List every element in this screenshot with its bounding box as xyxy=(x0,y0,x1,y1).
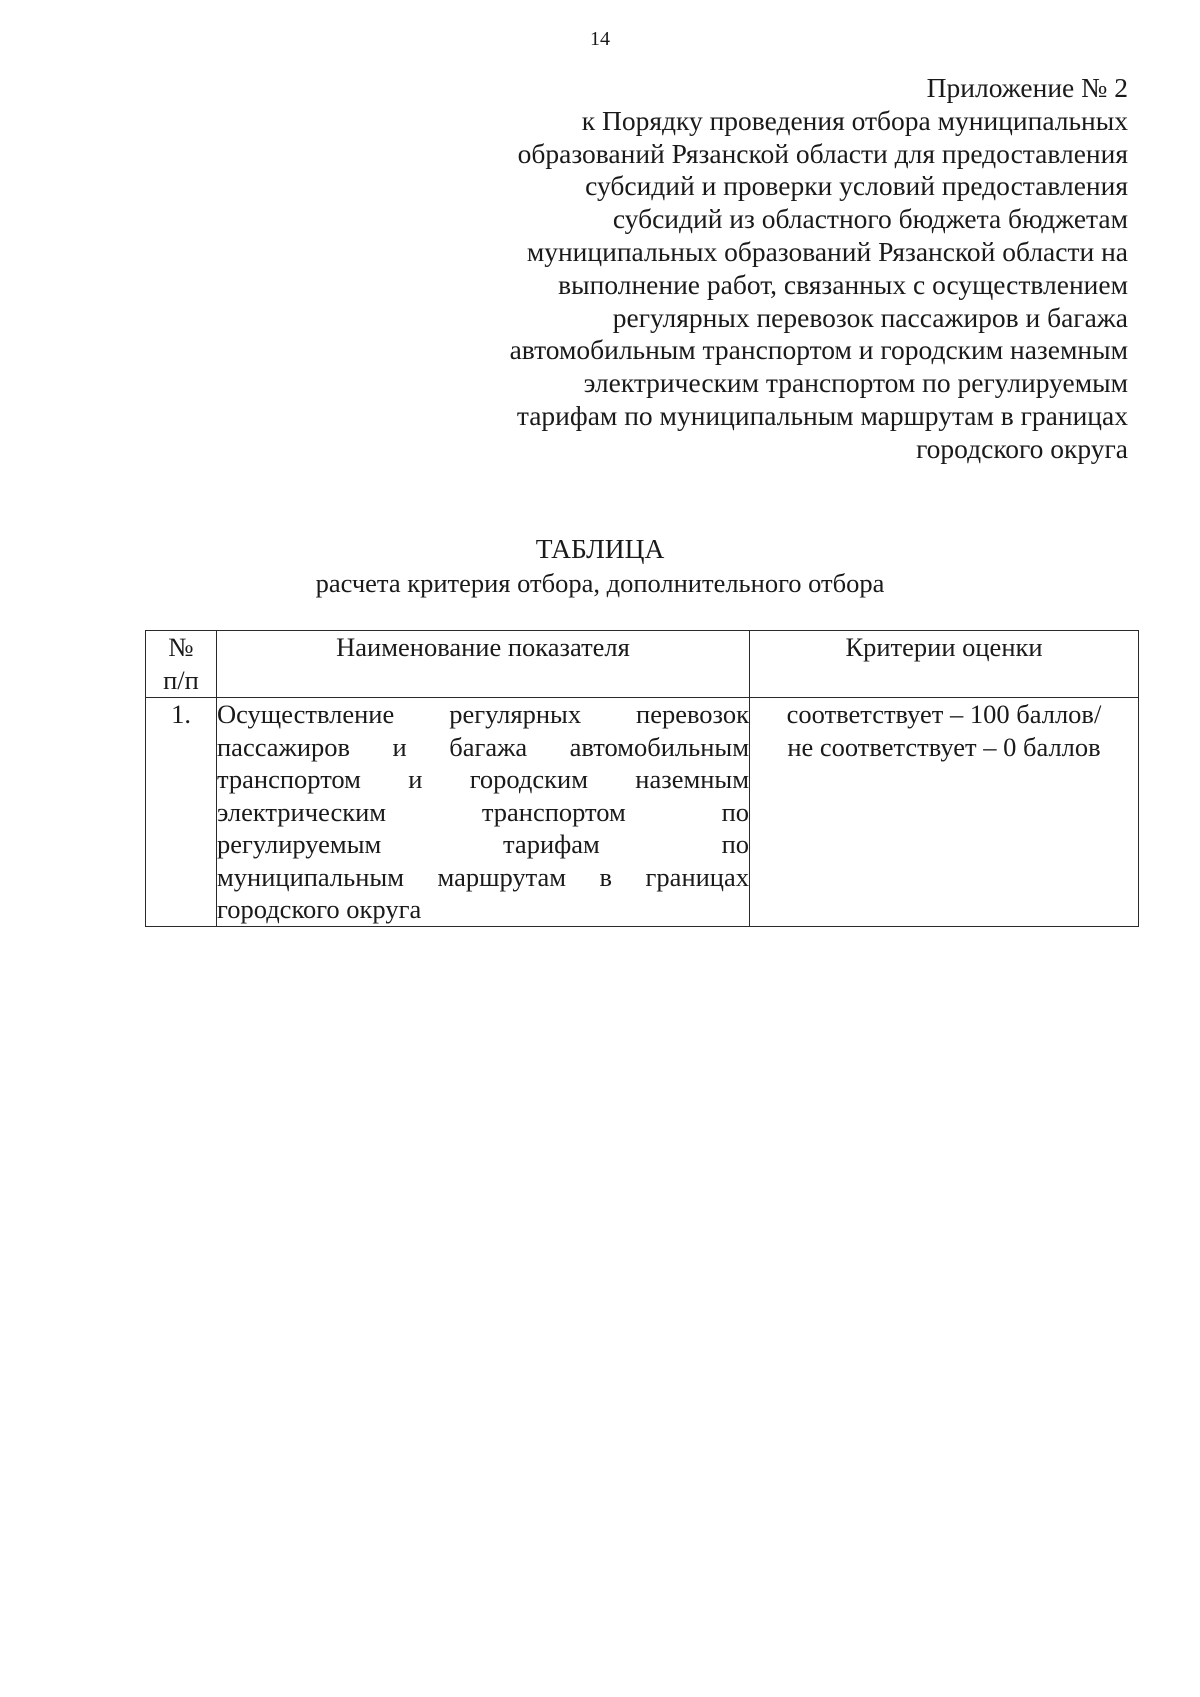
row-criteria xyxy=(750,698,1139,927)
appendix-line: тарифам по муниципальным маршрутам в границах xyxy=(516,399,1128,431)
header-number xyxy=(146,631,217,698)
header-number-abbr: п/п xyxy=(163,665,199,695)
page-number: 14 xyxy=(590,28,610,50)
appendix-line: муниципальных образований Рязанской области на xyxy=(526,235,1128,267)
criteria-table xyxy=(145,630,1139,927)
appendix-line: автомобильным транспортом и городским наземным xyxy=(509,334,1128,366)
appendix-line: Приложение № 2 xyxy=(926,72,1128,103)
appendix-line: к Порядку проведения отбора муниципальных xyxy=(581,104,1128,136)
criteria-match: соответствует – 100 баллов/ xyxy=(786,699,1102,729)
header-indicator-name: Наименование показателя xyxy=(217,631,750,698)
table-subtitle: расчета критерия отбора, дополнительного отбора xyxy=(315,568,885,598)
table-title: ТАБЛИЦА xyxy=(535,533,665,564)
appendix-line: электрическим транспортом по регулируемым xyxy=(583,367,1128,399)
indicator-line: пассажиров и багажа автомобильным xyxy=(217,731,749,762)
appendix-heading xyxy=(428,72,1128,466)
indicator-line: регулируемым тарифам по xyxy=(217,829,749,859)
appendix-line: выполнение работ, связанных с осуществлением xyxy=(558,268,1128,300)
appendix-line: образований Рязанской области для предоставления xyxy=(517,137,1128,169)
table-header-row xyxy=(146,631,1139,698)
row-indicator-name xyxy=(217,698,750,927)
table-title-block xyxy=(0,533,1200,601)
indicator-line: транспортом и городским наземным xyxy=(217,764,749,794)
indicator-line: электрическим транспортом по xyxy=(217,796,749,827)
appendix-line: субсидий и проверки условий предоставления xyxy=(585,170,1128,202)
header-number-symbol: № xyxy=(168,632,194,662)
table-row xyxy=(146,698,1139,927)
criteria-mismatch: не соответствует – 0 баллов xyxy=(787,731,1101,762)
indicator-line: Осуществление регулярных перевозок xyxy=(217,699,749,729)
row-number: 1. xyxy=(146,698,217,927)
indicator-line: муниципальным маршрутам в границах xyxy=(217,861,749,892)
indicator-line: городского округа xyxy=(217,894,422,924)
appendix-line: субсидий из областного бюджета бюджетам xyxy=(612,203,1128,235)
header-criteria: Критерии оценки xyxy=(750,631,1139,698)
appendix-line: регулярных перевозок пассажиров и багажа xyxy=(612,301,1128,333)
appendix-line: городского округа xyxy=(916,432,1128,464)
